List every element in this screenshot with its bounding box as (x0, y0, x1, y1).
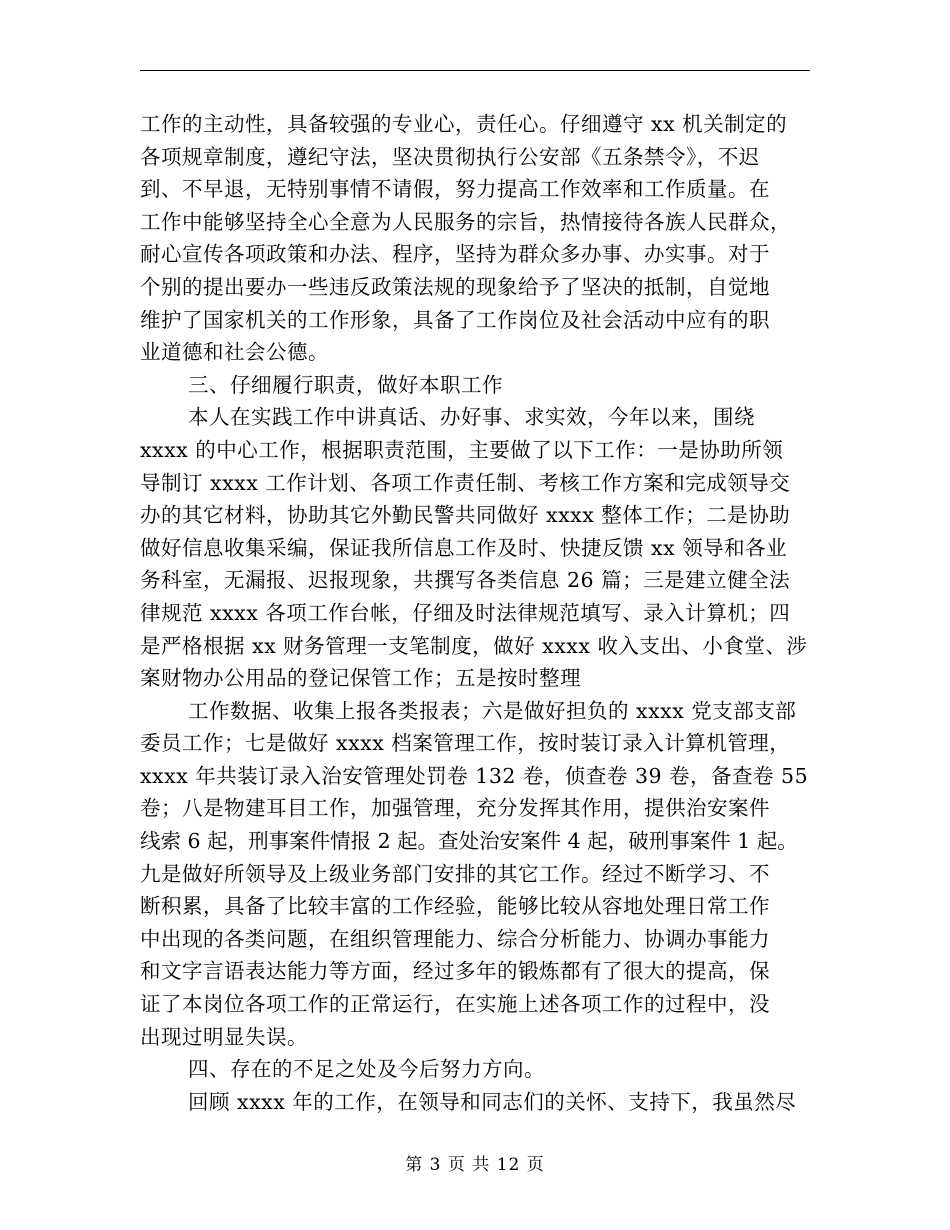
text-line: 工作数据、收集上报各类报表；六是做好担负的 xxxx 党支部支部 (188, 698, 797, 723)
text-line: 九是做好所领导及上级业务部门安排的其它工作。经过不断学习、不 (140, 861, 770, 886)
text-line: 卷；八是物建耳目工作，加强管理，充分发挥其作用，提供治安案件 (140, 796, 770, 821)
text-line: 办的其它材料，协助其它外勤民警共同做好 xxxx 整体工作；二是协助 (140, 503, 791, 528)
text-line: xxxx 的中心工作，根据职责范围，主要做了以下工作：一是协助所领 (140, 437, 784, 462)
text-line: 维护了国家机关的工作形象，具备了工作岗位及社会活动中应有的职 (140, 307, 770, 332)
text-line: 断积累，具备了比较丰富的工作经验，能够比较从容地处理日常工作 (140, 894, 770, 919)
text-line: 个别的提出要办一些违反政策法规的现象给予了坚决的抵制，自觉地 (140, 274, 770, 299)
text-line: 做好信息收集采编，保证我所信息工作及时、快捷反馈 xx 领导和各业 (140, 535, 788, 560)
text-line: 律规范 xxxx 各项工作台帐，仔细及时法律规范填写、录入计算机；四 (140, 600, 791, 625)
page-footer: 第 3 页 共 12 页 (405, 1155, 545, 1175)
header-rule (140, 70, 810, 71)
text-line: 工作的主动性，具备较强的专业心，责任心。仔细遵守 xx 机关制定的 (140, 112, 788, 136)
text-line: 是严格根据 xx 财务管理一支笔制度，做好 xxxx 收入支出、小食堂、涉 (140, 633, 808, 658)
text-line: 和文字言语表达能力等方面，经过多年的锻炼都有了很大的提高，保 (140, 959, 770, 984)
text-line: 务科室，无漏报、迟报现象，共撰写各类信息 26 篇；三是建立健全法 (140, 568, 791, 593)
text-line: 工作中能够坚持全心全意为人民服务的宗旨，热情接待各族人民群众， (140, 209, 791, 234)
text-line: 四、存在的不足之处及今后努力方向。 (188, 1057, 545, 1082)
text-line: 业道德和社会公德。 (140, 340, 329, 365)
text-line: 各项规章制度，遵纪守法，坚决贯彻执行公安部《五条禁令》，不迟 (140, 144, 760, 169)
text-line: 本人在实践工作中讲真话、办好事、求实效，今年以来，围绕 (188, 405, 755, 430)
text-line: 回顾 xxxx 年的工作，在领导和同志们的关怀、支持下，我虽然尽 (188, 1089, 797, 1114)
text-line: 线索 6 起，刑事案件情报 2 起。查处治安案件 4 起，破刑事案件 1 起。 (140, 829, 798, 854)
text-line: 耐心宣传各项政策和办法、程序，坚持为群众多办事、办实事。对于 (140, 242, 770, 267)
text-line: 到、不早退，无特别事情不请假，努力提高工作效率和工作质量。在 (140, 177, 770, 202)
document-body (140, 108, 810, 1118)
text-line: 出现过明显失误。 (140, 1024, 308, 1049)
text-line: 中出现的各类问题，在组织管理能力、综合分析能力、协调办事能力 (140, 926, 770, 951)
text-line: xxxx 年共装订录入治安管理处罚卷 132 卷，侦查卷 39 卷，备查卷 55 (140, 763, 809, 788)
text-line: 三、仔细履行职责，做好本职工作 (188, 372, 503, 397)
text-line: 证了本岗位各项工作的正常运行，在实施上述各项工作的过程中，没 (140, 992, 770, 1017)
text-line: 案财物办公用品的登记保管工作；五是按时整理 (140, 666, 581, 691)
text-line: 导制订 xxxx 工作计划、各项工作责任制、考核工作方案和完成领导交 (140, 470, 791, 495)
text-line: 委员工作；七是做好 xxxx 档案管理工作，按时装订录入计算机管理， (140, 731, 791, 756)
